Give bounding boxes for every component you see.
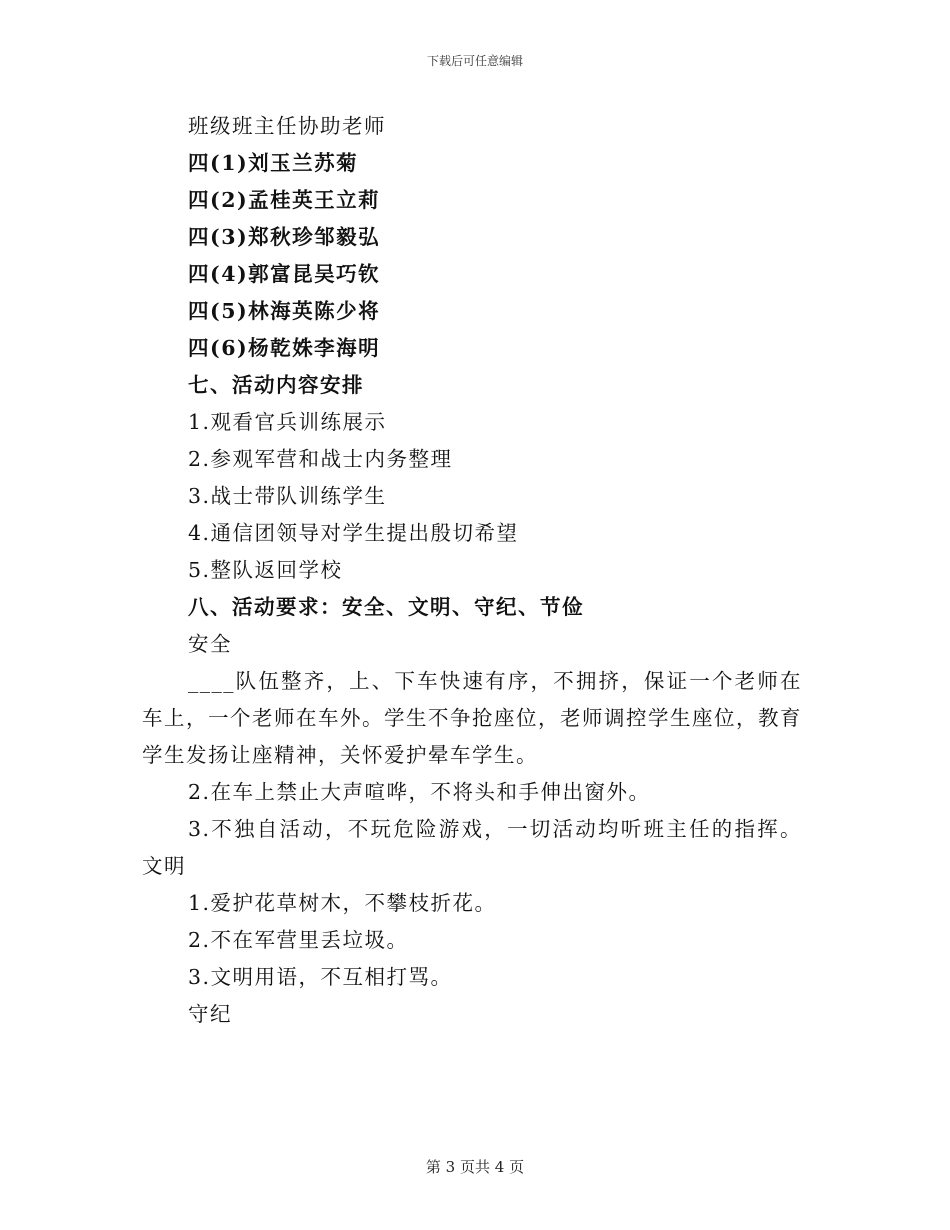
class-row: 四(5)林海英陈少将: [188, 299, 381, 323]
class-row: 四(4)郭富昆吴巧钦: [188, 262, 381, 286]
subsection-heading: 安全: [188, 632, 232, 656]
page-header: 下载后可任意编辑: [426, 54, 523, 68]
table-header: 班级班主任协助老师: [188, 114, 386, 138]
list-item: 2.参观军营和战士内务整理: [188, 447, 453, 471]
subsection-heading: 守纪: [188, 1002, 232, 1026]
list-item: 2.不在军营里丢垃圾。: [188, 928, 409, 952]
paragraph: 3.不独自活动，不玩危险游戏，一切活动均听班主任的指挥。文明: [142, 817, 802, 878]
paragraph: 2.在车上禁止大声喧哗，不将头和手伸出窗外。: [188, 780, 651, 804]
section-heading: 七、活动内容安排: [188, 373, 364, 397]
list-item: 5.整队返回学校: [188, 558, 343, 582]
list-item: 1.观看官兵训练展示: [188, 410, 387, 434]
class-row: 四(6)杨乾姝李海明: [188, 336, 381, 360]
paragraph: ____队伍整齐，上、下车快速有序，不拥挤，保证一个老师在车上，一个老师在车外。学生不争抢座位，老师调控学生座位，教育学生发扬让座精神，关怀爱护晕车学生。: [142, 669, 802, 767]
list-item: 4.通信团领导对学生提出殷切希望: [188, 521, 519, 545]
list-item: 1.爱护花草树木，不攀枝折花。: [188, 891, 497, 915]
class-row: 四(2)孟桂英王立莉: [188, 188, 381, 212]
section-heading: 八、活动要求：安全、文明、守纪、节俭: [188, 595, 584, 619]
list-item: 3.战士带队训练学生: [188, 484, 387, 508]
document-body: [142, 108, 802, 1033]
class-row: 四(3)郑秋珍邹毅弘: [188, 225, 381, 249]
list-item: 3.文明用语，不互相打骂。: [188, 965, 453, 989]
class-row: 四(1)刘玉兰苏菊: [188, 151, 359, 175]
page-footer: 第 3 页共 4 页: [425, 1158, 525, 1176]
